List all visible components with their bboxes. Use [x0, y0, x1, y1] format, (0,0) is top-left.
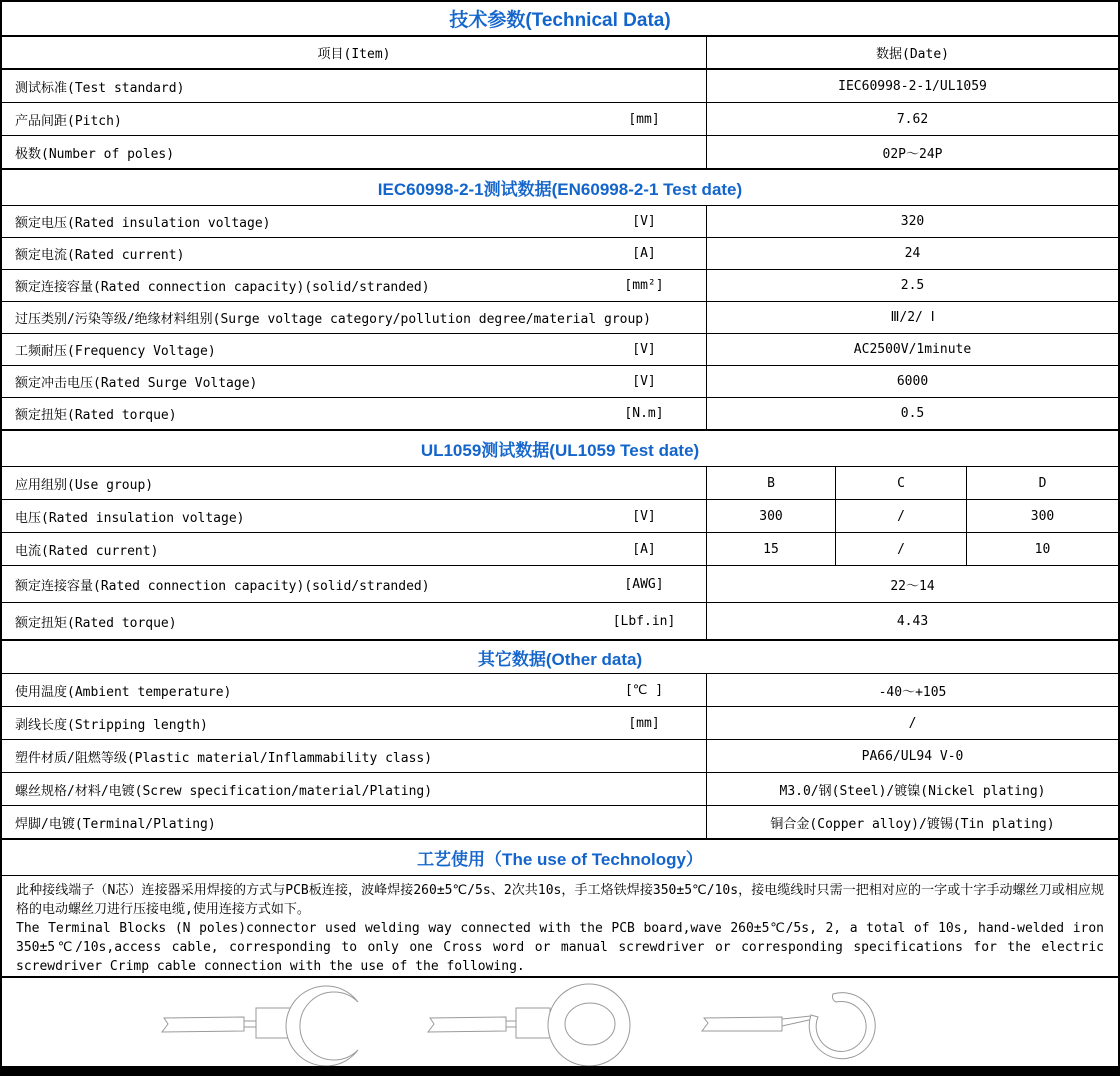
- neck-shape: [244, 1021, 256, 1027]
- section-heading-other-label: 其它数据(Other data): [477, 649, 643, 669]
- column-header-data-label: 数据(Date): [876, 47, 949, 62]
- row-value: PA66/UL94 V-0: [861, 748, 964, 764]
- row-value: 7.62: [896, 111, 929, 127]
- row-item-cell: [2, 206, 707, 237]
- column-header-data: [707, 37, 1118, 68]
- row-value: IEC60998-2-1/UL1059: [838, 78, 987, 94]
- row-unit: [V]: [632, 508, 656, 524]
- table-row-rated-surge-voltage: [2, 366, 1118, 398]
- table-row-frequency-voltage: [2, 334, 1118, 366]
- section-heading-iec-label: IEC60998-2-1测试数据(EN60998-2-1 Test date): [377, 180, 743, 199]
- row-item-cell: [2, 334, 707, 365]
- table-row-stripping-length: [2, 707, 1118, 740]
- hook-terminal-figure: [694, 978, 879, 1066]
- row-item-cell: [2, 103, 707, 135]
- row-label: 额定扭矩(Rated torque): [15, 615, 177, 631]
- row-unit: [V]: [632, 342, 656, 357]
- fork-shape: [286, 986, 358, 1066]
- row-value: 24: [904, 246, 921, 261]
- column-header-row: [2, 37, 1118, 70]
- section-heading-technology-label: 工艺使用（The use of Technology）: [417, 850, 703, 869]
- cell-group-b: B: [707, 467, 836, 499]
- row-unit: [Lbf.in]: [612, 613, 676, 629]
- row-label: 额定电压(Rated insulation voltage): [15, 216, 271, 231]
- row-item-cell: [2, 70, 707, 102]
- table-row-ul-torque: [2, 603, 1118, 640]
- tab-shape: [516, 1008, 550, 1038]
- neck-shape: [506, 1021, 516, 1027]
- technology-paragraph: [2, 876, 1118, 978]
- section-heading-other: [2, 640, 1118, 674]
- table-row-connection-capacity: [2, 270, 1118, 302]
- row-item-cell: [2, 566, 707, 602]
- row-value: AC2500V/1minute: [853, 342, 972, 357]
- row-unit: [A]: [632, 541, 656, 557]
- row-value: 4.43: [896, 613, 929, 629]
- row-value: /: [908, 715, 917, 731]
- page-title: 技术参数(Technical Data): [449, 10, 671, 31]
- row-value: Ⅲ/2/ Ⅰ: [890, 310, 935, 325]
- row-item-cell: [2, 366, 707, 397]
- cell-current-d: 10: [1034, 541, 1051, 557]
- table-row-ul-current: [2, 533, 1118, 566]
- row-value: 02P～24P: [882, 146, 943, 162]
- table-row-plastic-material: [2, 740, 1118, 773]
- row-item-cell: [2, 500, 707, 532]
- section-heading-ul: [2, 430, 1118, 467]
- row-item-cell: [2, 806, 707, 838]
- section-heading-iec: [2, 169, 1118, 206]
- row-label: 电压(Rated insulation voltage): [15, 510, 245, 526]
- row-item-cell: [2, 707, 707, 739]
- row-item-cell: [2, 533, 707, 565]
- row-item-cell: [2, 740, 707, 772]
- hook-shape: [809, 993, 875, 1059]
- table-row-rated-insulation-voltage: [2, 206, 1118, 238]
- row-label: 剥线长度(Stripping length): [15, 717, 208, 733]
- row-label: 过压类别/污染等级/绝缘材料组别(Surge voltage category/pollution degree/material group): [15, 312, 651, 327]
- row-label: 使用温度(Ambient temperature): [15, 684, 232, 700]
- wire-shape: [702, 1017, 782, 1031]
- row-unit: [mm]: [628, 715, 660, 731]
- cell-voltage-c: /: [836, 500, 967, 532]
- row-label: 额定连接容量(Rated connection capacity)(solid/stranded): [15, 280, 430, 295]
- table-row-terminal-plating: [2, 806, 1118, 839]
- row-value: 0.5: [900, 406, 925, 421]
- row-unit: [V]: [632, 214, 656, 229]
- technology-paragraph-en: The Terminal Blocks (N poles)connector used welding way connected with the PCB board,wave 260±5℃/5s, 2, a total of 10s, hand-welded iron 350±5℃/10s,access cable, corresponding to only one Cross word or manual screwdriver or corresponding specifications for the electric screwdriver Crimp cable connection with the use of the following.: [16, 921, 1104, 974]
- row-item-cell: [2, 398, 707, 429]
- cell-voltage-d: 300: [1030, 508, 1055, 524]
- row-item-cell: [2, 467, 707, 499]
- row-label: 产品间距(Pitch): [15, 113, 122, 129]
- row-item-cell: [2, 603, 707, 639]
- bottom-border-bar: [2, 1066, 1118, 1076]
- row-value: 320: [900, 214, 925, 229]
- cell-group-c: C: [836, 467, 967, 499]
- column-header-item: [2, 37, 707, 68]
- ring-hole-shape: [565, 1003, 615, 1045]
- row-value: 铜合金(Copper alloy)/镀锡(Tin plating): [770, 816, 1055, 832]
- row-label: 额定连接容量(Rated connection capacity)(solid/stranded): [15, 578, 430, 594]
- row-unit: [N.m]: [624, 406, 664, 421]
- row-value: -40～+105: [878, 684, 947, 700]
- row-label: 测试标准(Test standard): [15, 80, 185, 96]
- cell-group-d: D: [1038, 475, 1047, 491]
- row-unit: [V]: [632, 374, 656, 389]
- row-unit: [AWG]: [624, 576, 664, 592]
- row-value: 6000: [896, 374, 929, 389]
- row-unit: [mm]: [628, 111, 660, 127]
- row-label: 额定冲击电压(Rated Surge Voltage): [15, 376, 258, 391]
- terminal-figures-row: [2, 978, 1118, 1066]
- row-unit: [mm²]: [624, 278, 664, 293]
- row-label: 额定扭矩(Rated torque): [15, 408, 177, 423]
- row-item-cell: [2, 136, 707, 168]
- row-item-cell: [2, 674, 707, 706]
- row-item-cell: [2, 270, 707, 301]
- table-row-ul-capacity: [2, 566, 1118, 603]
- table-row-pitch: [2, 103, 1118, 136]
- row-value: 2.5: [900, 278, 925, 293]
- cell-voltage-b: 300: [707, 500, 836, 532]
- table-row-rated-torque-nm: [2, 398, 1118, 430]
- table-row-use-group: [2, 467, 1118, 500]
- technology-paragraph-cn: 此种接线端子（N芯）连接器采用焊接的方式与PCB板连接，波峰焊接260±5℃/5s、2次共10s，手工烙铁焊接350±5℃/10s，接电缆线时只需一把相对应的一字或十字手动螺丝刀或相应规格的电动螺丝刀进行压接电缆,使用连接方式如下。: [16, 883, 1104, 917]
- wire-shape: [162, 1017, 244, 1032]
- row-item-cell: [2, 773, 707, 805]
- row-label: 极数(Number of poles): [15, 146, 175, 162]
- table-row-ul-voltage: [2, 500, 1118, 533]
- row-label: 塑件材质/阻燃等级(Plastic material/Inflammability class): [15, 750, 433, 766]
- section-heading-technology: [2, 839, 1118, 876]
- row-unit: [℃ ]: [624, 682, 664, 698]
- table-row-surge-category: [2, 302, 1118, 334]
- ring-terminal-figure: [420, 978, 635, 1066]
- row-item-cell: [2, 302, 707, 333]
- fork-terminal-figure: [154, 978, 369, 1066]
- row-label: 螺丝规格/材料/电镀(Screw specification/material/Plating): [15, 783, 433, 799]
- table-row-screw-spec: [2, 773, 1118, 806]
- table-row-rated-current: [2, 238, 1118, 270]
- row-label: 额定电流(Rated current): [15, 248, 185, 263]
- section-heading-ul-label: UL1059测试数据(UL1059 Test date): [420, 441, 700, 460]
- row-label: 焊脚/电镀(Terminal/Plating): [15, 816, 216, 832]
- row-label: 工频耐压(Frequency Voltage): [15, 344, 216, 359]
- neck-top-line: [782, 1016, 811, 1019]
- table-row-ambient-temperature: [2, 674, 1118, 707]
- table-row-test-standard: [2, 70, 1118, 103]
- wire-shape: [428, 1017, 506, 1032]
- row-label: 应用组别(Use group): [15, 477, 154, 493]
- column-header-item-label: 项目(Item): [317, 47, 391, 62]
- row-value: 22～14: [890, 578, 935, 594]
- row-label: 电流(Rated current): [15, 543, 159, 559]
- cell-current-b: 15: [707, 533, 836, 565]
- cell-current-c: /: [836, 533, 967, 565]
- row-item-cell: [2, 238, 707, 269]
- table-title-row: [2, 2, 1118, 37]
- table-row-poles: [2, 136, 1118, 169]
- row-unit: [A]: [632, 246, 656, 261]
- row-value: M3.0/钢(Steel)/镀镍(Nickel plating): [779, 783, 1046, 799]
